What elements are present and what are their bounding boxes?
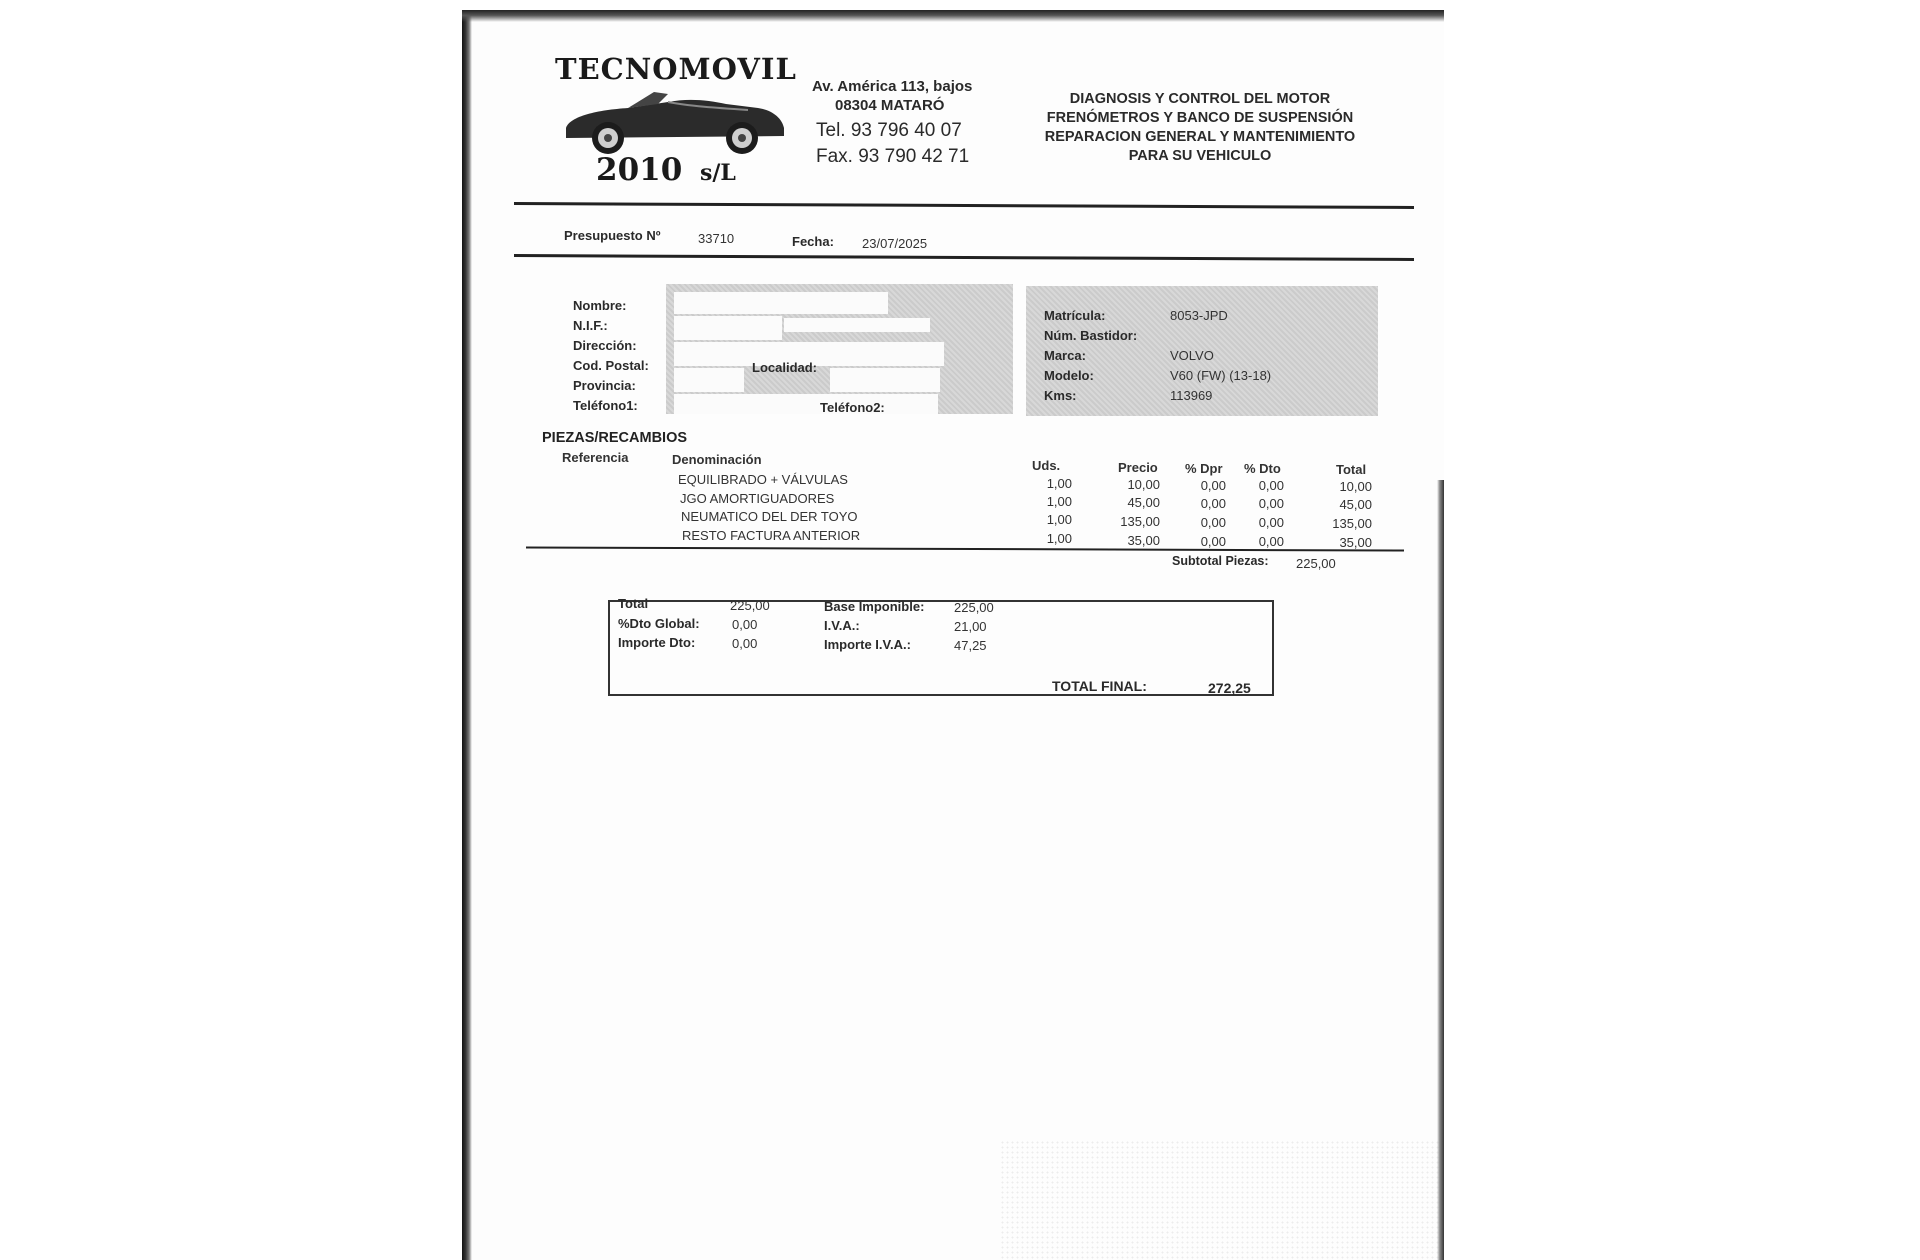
base-imponible-value: 225,00 xyxy=(954,600,994,615)
redaction-block xyxy=(674,368,744,392)
service-line: PARA SU VEHICULO xyxy=(1128,148,1272,164)
dto-global-label: %Dto Global: xyxy=(618,616,700,631)
row-total: 35,00 xyxy=(1339,535,1372,550)
row-total: 10,00 xyxy=(1339,479,1372,494)
base-imponible-label: Base Imponible: xyxy=(824,599,925,614)
quote-date-label: Fecha: xyxy=(792,234,834,249)
row-description: NEUMATICO DEL DER TOYO xyxy=(681,509,858,524)
address-line-2: 08304 MATARÓ xyxy=(835,97,945,114)
customer-phone1-label: Teléfono1: xyxy=(573,398,638,413)
customer-labels xyxy=(573,296,649,416)
vehicle-kms: 113969 xyxy=(1170,388,1213,403)
row-dpr: 0,00 xyxy=(1200,496,1226,511)
row-description: JGO AMORTIGUADORES xyxy=(680,491,835,506)
row-uds: 1,00 xyxy=(1046,476,1072,491)
vehicle-model: V60 (FW) (13-18) xyxy=(1170,368,1272,383)
quote-date: 23/07/2025 xyxy=(862,236,928,251)
subtotal-label: Subtotal Piezas: xyxy=(1172,554,1269,568)
service-line: FRENÓMETROS Y BANCO DE SUSPENSIÓN xyxy=(1046,110,1354,126)
company-name: TECNOMOVIL xyxy=(555,52,797,86)
row-dpr: 0,00 xyxy=(1200,515,1226,530)
redaction-block xyxy=(674,292,888,314)
service-line: REPARACION GENERAL Y MANTENIMIENTO xyxy=(1044,129,1356,145)
row-dto: 0,00 xyxy=(1258,534,1284,549)
totals-box xyxy=(608,600,1274,696)
customer-phone2-label: Teléfono2: xyxy=(820,400,885,412)
quote-number-label: Presupuesto Nº xyxy=(564,228,661,243)
vehicle-plate: 8053-JPD xyxy=(1170,308,1228,323)
customer-address-label: Dirección: xyxy=(573,338,637,353)
scan-noise xyxy=(1000,1140,1440,1260)
iva-label: I.V.A.: xyxy=(824,618,860,633)
row-total: 135,00 xyxy=(1332,516,1372,531)
vehicle-values xyxy=(1170,306,1271,406)
vehicle-vin xyxy=(1170,326,1271,346)
quote-number: 33710 xyxy=(698,231,735,246)
column-referencia: Referencia xyxy=(562,450,629,465)
vehicle-labels xyxy=(1044,306,1137,406)
customer-nif-label: N.I.F.: xyxy=(573,318,608,333)
company-year: 2010 xyxy=(596,152,683,188)
service-line: DIAGNOSIS Y CONTROL DEL MOTOR xyxy=(1069,91,1331,107)
vehicle-vin-label: Núm. Bastidor: xyxy=(1044,328,1138,343)
parts-section-title: PIEZAS/RECAMBIOS xyxy=(542,430,688,446)
total-final-value: 272,25 xyxy=(1208,680,1251,696)
customer-name-label: Nombre: xyxy=(573,298,627,313)
row-dpr: 0,00 xyxy=(1200,534,1226,549)
total-final-label: TOTAL FINAL: xyxy=(1052,678,1147,694)
row-uds: 1,00 xyxy=(1046,494,1072,509)
row-description: EQUILIBRADO + VÁLVULAS xyxy=(678,472,848,487)
car-logo-icon xyxy=(558,88,790,154)
company-legal: s/L xyxy=(700,160,736,186)
row-dpr: 0,00 xyxy=(1200,478,1226,493)
vehicle-kms-label: Kms: xyxy=(1044,388,1077,403)
row-dto: 0,00 xyxy=(1258,496,1284,511)
column-total: Total xyxy=(1336,462,1367,477)
dto-global-value: 0,00 xyxy=(732,617,758,632)
fax-number: Fax. 93 790 42 71 xyxy=(816,146,970,167)
scan-shadow-left xyxy=(462,10,472,1260)
column-dpr: % Dpr xyxy=(1185,461,1223,476)
address-line-1: Av. América 113, bajos xyxy=(812,78,973,95)
importe-dto-label: Importe Dto: xyxy=(618,635,696,650)
redaction-block xyxy=(830,368,940,392)
row-dto: 0,00 xyxy=(1258,515,1284,530)
total-value: 225,00 xyxy=(730,598,770,613)
column-precio: Precio xyxy=(1118,460,1158,475)
row-description: RESTO FACTURA ANTERIOR xyxy=(682,528,861,543)
vehicle-model-label: Modelo: xyxy=(1044,368,1094,383)
iva-value: 21,00 xyxy=(954,619,987,634)
importe-dto-value: 0,00 xyxy=(732,636,758,651)
subtotal-value: 225,00 xyxy=(1296,556,1336,571)
importe-iva-value: 47,25 xyxy=(954,638,987,653)
customer-postal-label: Cod. Postal: xyxy=(573,358,649,373)
redaction-block xyxy=(674,316,782,340)
vehicle-make-label: Marca: xyxy=(1044,348,1086,363)
importe-iva-label: Importe I.V.A.: xyxy=(824,637,911,652)
row-dto: 0,00 xyxy=(1258,478,1284,493)
row-precio: 45,00 xyxy=(1127,495,1160,510)
column-uds: Uds. xyxy=(1032,458,1061,473)
total-label: Total xyxy=(618,596,649,611)
row-uds: 1,00 xyxy=(1046,512,1072,527)
row-uds: 1,00 xyxy=(1046,531,1072,546)
customer-locality-label: Localidad: xyxy=(752,360,818,375)
row-precio: 35,00 xyxy=(1127,533,1160,548)
column-denominacion: Denominación xyxy=(672,452,762,467)
vehicle-plate-label: Matrícula: xyxy=(1044,308,1106,323)
redaction-block xyxy=(674,394,938,414)
vehicle-make: VOLVO xyxy=(1170,348,1214,363)
row-precio: 135,00 xyxy=(1120,514,1160,529)
column-dto: % Dto xyxy=(1244,461,1281,476)
customer-province-label: Provincia: xyxy=(573,378,636,393)
row-precio: 10,00 xyxy=(1127,477,1160,492)
redaction-block xyxy=(784,318,930,332)
row-total: 45,00 xyxy=(1339,497,1372,512)
scan-shadow-top xyxy=(462,10,1444,22)
services-list xyxy=(1030,90,1370,166)
phone-number: Tel. 93 796 40 07 xyxy=(816,120,962,141)
